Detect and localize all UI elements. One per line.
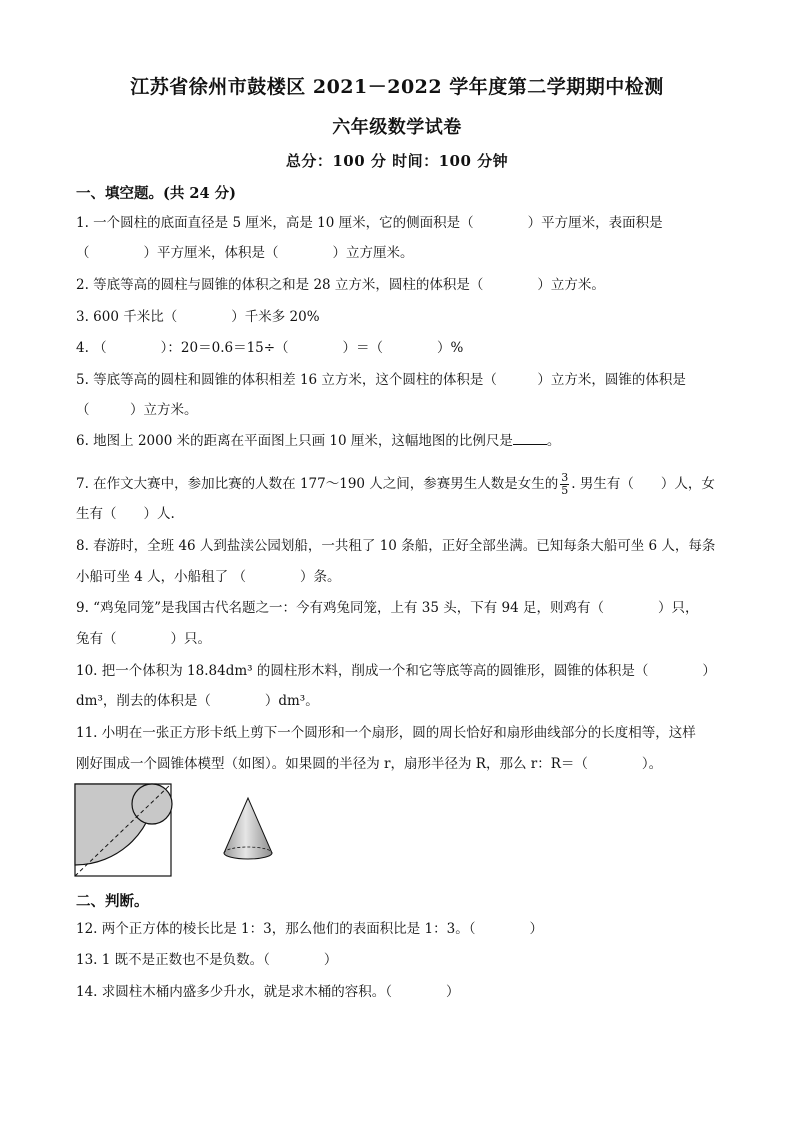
question-10-line-2: dm³，削去的体积是（ ）dm³。 xyxy=(76,693,319,709)
question-7-line-1 xyxy=(76,472,726,497)
section-1-heading: 一、填空题。(共 24 分) xyxy=(76,185,236,202)
question-1-line-1: 1. 一个圆柱的底面直径是 5 厘米，高是 10 厘米，它的侧面积是（ ）平方厘米，表面积是 xyxy=(76,215,663,231)
question-6-text: 6. 地图上 2000 米的距离在平面图上只画 10 厘米，这幅地图的比例尺是 xyxy=(76,433,513,449)
question-12: 12. 两个正方体的棱长比是 1：3，那么他们的表面积比是 1：3。（ ） xyxy=(76,921,543,937)
fraction-numerator: 3 xyxy=(561,471,569,484)
question-7-text-end: . 男生有（ ）人，女 xyxy=(571,476,715,492)
question-4: 4. （ ）：20＝0.6＝15÷（ ）＝（ ）% xyxy=(76,340,464,356)
question-10-line-1: 10. 把一个体积为 18.84dm³ 的圆柱形木料，削成一个和它等底等高的圆锥形，圆锥的体积是（ ） xyxy=(76,663,716,679)
exam-subtitle: 六年级数学试卷 xyxy=(332,117,462,138)
fraction-denominator: 5 xyxy=(561,484,569,497)
cone-figure xyxy=(220,795,280,865)
question-9-line-1: 9. “鸡兔同笼”是我国古代名题之一：今有鸡兔同笼，上有 35 头，下有 94 足，则鸡有（ ）只， xyxy=(76,600,699,616)
question-2: 2. 等底等高的圆柱与圆锥的体积之和是 28 立方米，圆柱的体积是（ ）立方米。 xyxy=(76,277,605,293)
answer-blank xyxy=(513,432,547,445)
question-6 xyxy=(76,432,726,450)
fraction-three-fifths xyxy=(560,472,569,497)
question-7-line-2: 生有（ ）人. xyxy=(76,506,175,522)
question-8-line-2: 小船可坐 4 人，小船租了 （ ）条。 xyxy=(76,569,341,585)
question-11-line-1: 11. 小明在一张正方形卡纸上剪下一个圆形和一个扇形，圆的周长恰好和扇形曲线部分的长度相等，这样 xyxy=(76,725,696,741)
question-13: 13. 1 既不是正数也不是负数。（ ） xyxy=(76,952,338,968)
question-7-text: 7. 在作文大赛中，参加比赛的人数在 177～190 人之间，参赛男生人数是女生的 xyxy=(76,476,559,492)
question-11-line-2: 刚好围成一个圆锥体模型（如图）。如果圆的半径为 r，扇形半径为 R，那么 r：R＝（ ）。 xyxy=(76,756,663,772)
question-8-line-1: 8. 春游时，全班 46 人到盐渎公园划船，一共租了 10 条船，正好全部坐满。已知每条大船可坐 6 人，每条 xyxy=(76,538,716,554)
question-5-line-1: 5. 等底等高的圆柱和圆锥的体积相差 16 立方米，这个圆柱的体积是（ ）立方米，圆锥的体积是 xyxy=(76,372,686,388)
cone-body xyxy=(224,798,272,859)
question-9-line-2: 兔有（ ）只。 xyxy=(76,631,211,647)
question-6-end: 。 xyxy=(546,433,561,449)
question-3: 3. 600 千米比（ ）千米多 20% xyxy=(76,309,320,325)
section-2-heading: 二、判断。 xyxy=(76,893,149,910)
exam-score-time: 总分：100 分 时间：100 分钟 xyxy=(285,152,509,170)
question-1-line-2: （ ）平方厘米，体积是（ ）立方厘米。 xyxy=(76,245,414,261)
square-card-figure xyxy=(74,783,174,879)
circle-shape xyxy=(132,784,172,824)
exam-title: 江苏省徐州市鼓楼区 2021－2022 学年度第二学期期中检测 xyxy=(130,76,664,98)
question-14: 14. 求圆柱木桶内盛多少升水，就是求木桶的容积。（ ） xyxy=(76,984,460,1000)
question-5-line-2: （ ）立方米。 xyxy=(76,402,198,418)
